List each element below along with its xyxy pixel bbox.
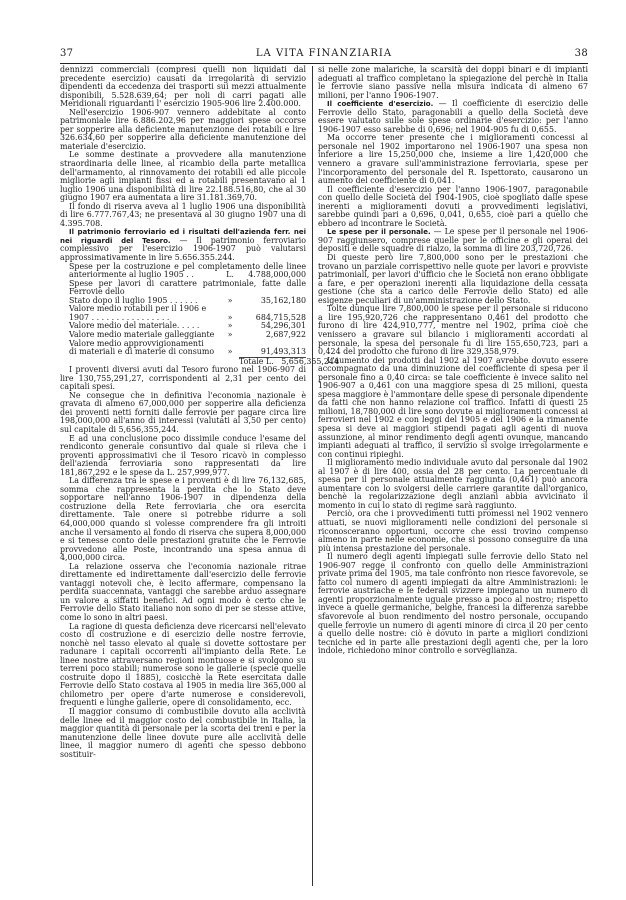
paragraph: dennizzi commerciali (compresi quelli non liquidati dal precedente esercizio) causati da irregolarità di servizio dipendenti da eccedenza dei trasporti sui mezzi attualmente disponibili, 5.528.639,64; per noli di carri pagati alle Meridionali riguardanti l' esercizio 1905-906 lire 2.400.000. bbox=[60, 65, 306, 109]
right-column bbox=[318, 66, 588, 886]
paragraph: L'aumento dei prodotti dal 1902 al 1907 avrebbe dovuto essere accompagnato da una diminuzione del coefficiente di spesa per il personale fino a 0,40 circa: se tale coefficiente è invece salito nel 1906-907 a 0,461 con una maggiore spesa di 25 milioni, questa spesa maggiore è l'ammontare delle spese di personale dipendente da fatti che non hanno relazione col traffico. Infatti di questi 25 milioni, 18,780,000 di lire sono dovute ai miglioramenti concessi ai ferrovieri nel 1902 e con leggi del 1905 e del 1906 e la rimanente spesa si deve ai maggiori stipendi pagati agli agenti di nuova assunzione, al minor rendimento degli agenti ovunque, mancando impianti adeguati al traffico, il servizio si svolge irregolarmente e con continui ripieghi. bbox=[318, 355, 588, 459]
row-currency: » bbox=[227, 347, 233, 357]
row-label-continued: Valore medio approvvigionamenti bbox=[69, 338, 204, 348]
section-heading: Il patrimonio ferroviario ed i risultati dell'azienda ferr. nei nei riguardi del Tesoro. bbox=[60, 228, 306, 245]
page-number-left: 37 bbox=[60, 48, 74, 59]
paragraph: Le somme destinate a provvedere alla manutenzione straordinaria delle linee, al ricambio della parte metallica dell'armamento, al rinnovamento dei rotabili ed alle piccole migliorie agli impianti fissi ed a rotabili presentavano al 1 luglio 1906 una disponibilità di lire 22.188.516,80, che al 30 giugno 1907 era aumentata a lire 31.181.369,70. bbox=[60, 150, 306, 203]
paragraph: La relazione osserva che l'economia nazionale ritrae direttamente ed indirettamente dall'esercizio delle ferrovie vantaggi notevoli che, è lecito affermare, compensano la perdita suaccennata, vantaggi che sarebbe arduo assegnare un valore a siffatti benefici. Ad ogni modo è certo che le Ferrovie dello Stato italiano non sono di per se stesse attive, come lo sono in altri paesi. bbox=[60, 561, 306, 622]
running-header bbox=[60, 47, 588, 61]
paragraph: Di queste però lire 7,800,000 sono per le prestazioni che trovano un parziale corrispettivo nelle quote per lavori e provviste patrimoniali, per lavori d'ufficio che le Società non erano obbligate a fare, e per operazioni inerenti alla liquidazione della cessata gestione (che sta a carico delle Ferrovie dello Stato) ed alle esigenze peculiari di un'amministrazione dello Stato. bbox=[318, 253, 588, 305]
paragraph-text: — Le spese per il personale nel 1906-907 raggiunsero, comprese quelle per le officine e gli operai dei depositi e delle squadre di rialzo, la somma di lire 203,720,726. bbox=[318, 227, 588, 254]
row-amount: 684,715,528 bbox=[255, 312, 306, 322]
column-divider bbox=[312, 66, 313, 886]
page-number-right: 38 bbox=[574, 48, 588, 59]
paragraph: si nelle zone malariche, la scarsità dei doppi binari e di impianti adeguati al traffico completano la spiegazione del perchè in Italia le ferrovie siano passive nella misura indicata di almeno 67 milioni, per l'anno 1906-1907. bbox=[318, 65, 588, 100]
paragraph: Ma occorre tener presente che i miglioramenti concessi al personale nel 1902 importarono nel 1906-1907 una spesa non inferiore a lire 15,250,000 che, insieme a lire 1,420,000 che vennero a gravare sull'amministrazione ferroviaria, spese per l'incorporamento del personale del R. Ispettorato, causarono un aumento del coefficiente di 0,041. bbox=[318, 133, 588, 186]
paragraph: Perciò, ora che i provvedimenti tutti promessi nel 1902 vennero attuati, se nuovi miglioramenti nelle condizioni del personale si riconosceranno opportuni, occorre che essi trovino compenso almeno in parte nelle economie, che si possono conseguire da una più intensa prestazione del personale. bbox=[318, 509, 588, 553]
paragraph-text: — Il coefficiente di esercizio delle Ferrovie dello Stato, paragonabili a quello della Società deve essere valutato sulle sole spese ordinarie d'esercizio: per l'anno 1906-1907 esso sarebbe di 0,696; nel 1904-905 fu di 0,655. bbox=[318, 99, 588, 134]
row-label-continued: Spese per lavori di carattere patrimoniale, fatte dalle Ferrovie dello bbox=[69, 278, 306, 297]
header-rule bbox=[60, 63, 588, 64]
row-label: Valore medio materiale galleggiante bbox=[69, 329, 215, 339]
row-currency: L. bbox=[226, 270, 234, 280]
row-label: Spese per la costruzione e pel completamento delle linee anteriormente al luglio 1905 . . bbox=[69, 261, 306, 280]
paragraph: Il maggior consumo di combustibile dovuto alla acclività delle linee ed il maggior costo del combustibile in Italia, la maggior quantità di personale per la scorta dei treni e per la manutenzione delle linee dovute pure alle acclività delle linee, il maggior numero di agenti che spesso debbono sostituir- bbox=[60, 707, 306, 759]
section-heading: Il coefficiente d'esercizio. bbox=[327, 100, 434, 109]
row-label: Stato dopo il luglio 1905 . . . . . . bbox=[69, 295, 198, 305]
row-label: 1907 . . . . . . . . . . . . . . . . bbox=[69, 312, 170, 322]
row-amount: 4.788,000,000 bbox=[248, 270, 306, 280]
row-label-continued: Valore medio rotabili per il 1906 e bbox=[69, 304, 207, 314]
paragraph: Ne consegue che in definitiva l'economia nazionale è gravata di almeno 67,000,000 per sopperire alla deficienza dei proventi netti forniti dalle ferrovie per pagare circa lire 198,000,000 all'anno di interessi (valutati al 3,50 per cento) sul capitale di 5,656,355,244. bbox=[60, 390, 306, 434]
paragraph bbox=[318, 228, 588, 254]
paragraph: I proventi diversi avuti dal Tesoro furono nel 1906-907 di lire 130,755,291,27, corrispondenti al 2,31 per cento dei capitali spesi. bbox=[60, 365, 306, 392]
row-label: di materiali e di materie di consumo bbox=[69, 347, 215, 357]
row-currency: » bbox=[227, 312, 233, 322]
paragraph: Il numero degli agenti impiegati sulle ferrovie dello Stato nel 1906-907 regge il confronto con quello delle Amministrazioni private prima del 1905, ma tale confronto non riesce favorevole, se fatto col numero di agenti impiegati da altre Amministrazioni: le ferrovie austriache e le federali svizzere impiegano un numero di agenti proporzionalmente uguale presso a poco al nostro; rispetto invece a quelle germaniche, belghe, francesi la differenza sarebbe sfavorevole al buon rendimento del nostro personale, occupando quelle ferrovie un numero di agenti minore di circa il 20 per cento a quello delle nostre: ciò è dovuto in parte a migliori condizioni tecniche ed in parte alle prestazioni degli agenti che, per la loro indole, richiedono minor controllo e sorveglianza. bbox=[318, 552, 588, 656]
paragraph: Il fondo di riserva aveva al 1 luglio 1906 una disponibilità di lire 6.777.767,43; ne presentava al 30 giugno 1907 una di 4.395.708. bbox=[60, 201, 306, 228]
row-label: Valore medio del materiale. . . . . bbox=[69, 321, 200, 331]
patrimony-table bbox=[69, 261, 339, 367]
table-row bbox=[69, 348, 306, 357]
paragraph: Il coefficiente d'esercizio per l'anno 1906-1907, paragonabile con quello delle Società del 1904-1905, cioè spogliato dalle spese inerenti a miglioramenti dovuti a provvedimenti legislativi, sarebbe quindi pari a 0,696, 0,041, 0,655, cioè pari a quello che ebbero ad incontrare le Società. bbox=[318, 184, 588, 228]
paragraph-text: — Il patrimonio ferroviario complessivo per l'esercizio 1906-1907 può valutarsi approssimativamente in lire 5.656.355.244. bbox=[60, 235, 306, 263]
row-amount: 91,493,313 bbox=[260, 347, 306, 357]
paragraph: E ad una conclusione poco dissimile conduce l'esame del rendiconto generale consuntivo dal quale si rileva che i proventi approssimativi che il Tesoro ricavò in complesso dell'azienda ferroviaria sono rappresentati da lire 181,867,292 e le spese da L. 257,999,977. bbox=[60, 433, 306, 477]
section-heading: Le spese per il personale. bbox=[327, 228, 431, 237]
journal-title: LA VITA FINANZIARIA bbox=[255, 48, 393, 59]
row-amount: 35,162,180 bbox=[260, 295, 306, 305]
paragraph: La differenza tra le spese e i proventi è di lire 76,132,685, somma che rappresenta la perdita che lo Stato deve sopportare nell'anno 1906-1907 in dipendenza della costruzione della Rete ferroviaria che ora esercita direttamente. Tale onere si potrebbe ridurre a soli 64,000,000 quando si volesse comprendere fra gli introiti anche il versamento al fondo di riserva che supera 8,000,000 e si tenesse conto delle prestazioni gratuite che le Ferrovie provvedono alle Poste, incontrando una spesa annua di 4,000,000 circa. bbox=[60, 476, 306, 563]
paragraph bbox=[318, 100, 588, 134]
table-total: Totale L. 5,656,355,244 bbox=[239, 356, 339, 366]
row-currency: » bbox=[227, 295, 233, 305]
left-column bbox=[60, 65, 339, 886]
row-amount: 2,687,922 bbox=[265, 329, 306, 339]
paragraph: Nell'esercizio 1906-907 vennero addebitate al conto patrimoniale lire 6.886.202,96 per maggiori spese occorse per sopperire alla deficiente manutenzione dei rotabili e lire 326.634,60 per sopperire alla deficiente manutenzione del materiale d'esercizio. bbox=[60, 107, 306, 151]
paragraph: La ragione di questa deficienza deve ricercarsi nell'elevato costo di costruzione e di esercizio delle nostre ferrovie, nonchè nel tasso elevato al quale si dovette sottostare per radunare i capitali occorrenti all'impianto della Rete. Le linee nostre attraversano regioni montuose e si svolgono su terreni poco stabili; numerose sono le gallerie (specie quelle costruite dopo il 1885), cosicchè la Rete esercitata dalle Ferrovie dello Stato costava al 1905 in media lire 365,000 al chilometro per opere d'arte numerose e considerevoli, frequenti e lunghe gallerie, opere di consolidamento, ecc. bbox=[60, 621, 306, 708]
paragraph: Tolte dunque lire 7,800,000 le spese per il personale si riducono a lire 195,920,726 che rappresentano 0,461 del prodotto che furono di lire 424,910,777, mentre nel 1902, prima cioè che venissero a gravare sul bilancio i miglioramenti accordati al personale, la spesa del personale fu di lire 155,650,723, pari a 0,424 del prodotto che furono di lire 329,358,979. bbox=[318, 304, 588, 357]
paragraph: Il miglioramento medio individuale avuto dal personale dal 1902 al 1907 è di lire 400, ossia del 28 per cento. La percentuale di spesa per il personale attualmente raggiunta (0,461) può ancora aumentare con lo svolgersi delle carriere garantite dall'organico, benchè la regolarizzazione degli anziani abbia avvicinato il momento in cui lo stato di regime sarà raggiunto. bbox=[318, 458, 588, 510]
row-amount: 54,296,301 bbox=[260, 321, 306, 331]
row-currency: » bbox=[227, 329, 233, 339]
row-currency: » bbox=[227, 321, 233, 331]
paragraph bbox=[60, 228, 306, 262]
